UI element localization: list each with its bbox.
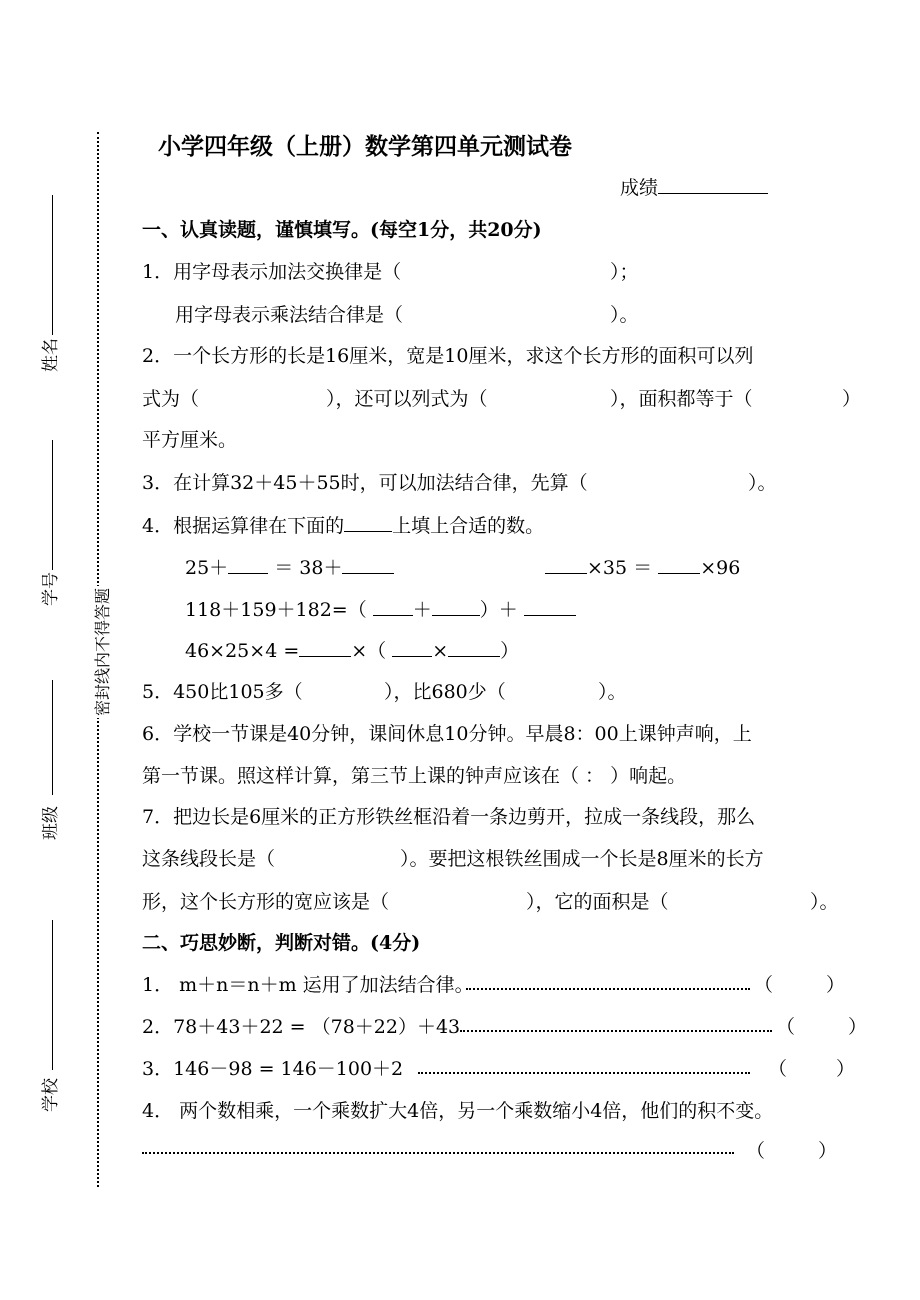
page-title: 小学四年级（上册）数学第四单元测试卷	[158, 133, 572, 160]
name-label: 姓名	[41, 338, 61, 372]
q7-l2a: 这条线段长是（	[142, 848, 276, 870]
q5c: ）。	[598, 681, 627, 703]
q7-line1: 7．把边长是6厘米的正方形铁丝框沿着一条边剪开，拉成一条线段，那么	[142, 806, 756, 828]
judge-2-paren-open: （	[776, 1016, 796, 1038]
fill-blank[interactable]	[658, 558, 700, 574]
class-label: 班级	[41, 806, 61, 840]
judge-1-paren-close: ）	[826, 974, 846, 996]
q4-r3c: ×	[432, 640, 449, 662]
judge-3-paren-open: （	[768, 1058, 788, 1080]
q3b: ）。	[748, 472, 777, 494]
fill-blank[interactable]	[299, 641, 351, 657]
q2-l2b: ），还可以列式为（	[326, 388, 488, 410]
section1-heading: 一、认真读题，谨慎填写。(每空1分，共20分)	[142, 219, 542, 241]
judge-1-text: 1． m＋n＝n＋m 运用了加法结合律。	[142, 974, 474, 996]
leader-dots	[418, 1072, 750, 1074]
class-underline	[52, 680, 53, 795]
q2-line1: 2．一个长方形的长是16厘米，宽是10厘米，求这个长方形的面积可以列	[142, 345, 754, 367]
fill-blank[interactable]	[545, 558, 587, 574]
q1a: 1．用字母表示加法交换律是（	[142, 261, 402, 283]
q4-r1a: 25＋	[185, 557, 229, 579]
q7-l3a: 形，这个长方形的宽应该是（	[142, 891, 390, 913]
q4-r2a: 118＋159＋182=（	[185, 599, 367, 621]
q4b: 上填上合适的数。	[392, 515, 545, 537]
q4-r1b: ＝ 38＋	[274, 557, 343, 579]
q2-l2d: ）	[842, 388, 862, 410]
q5b: ），比680少（	[384, 681, 506, 703]
score-blank	[658, 178, 768, 194]
school-label: 学校	[41, 1078, 61, 1112]
judge-3-text: 3．146－98 = 146－100＋2	[142, 1058, 404, 1080]
judge-4-paren-open: （	[746, 1140, 766, 1162]
q4-row1-left	[185, 558, 394, 578]
leader-dots	[142, 1152, 734, 1154]
number-underline	[52, 440, 53, 570]
judge-2-text: 2．78＋43＋22 = （78＋22）＋43	[142, 1016, 461, 1038]
q7-l3b: ），它的面积是（	[526, 891, 669, 913]
name-underline	[52, 195, 53, 335]
q7-l2b: ）。要把这根铁丝围成一个长是8厘米的长方	[400, 848, 764, 870]
q4-r2b: ＋	[412, 599, 432, 621]
judge-2-paren-close: ）	[848, 1016, 868, 1038]
q4-r2c: ）＋	[479, 599, 518, 621]
school-underline	[52, 920, 53, 1070]
q4-r1c: ×35 ＝	[587, 557, 653, 579]
q7-l3c: ）。	[810, 891, 839, 913]
judge-1-paren-open: （	[754, 974, 774, 996]
score-label: 成绩	[620, 177, 659, 199]
fill-blank[interactable]	[448, 641, 500, 657]
q6-line1: 6．学校一节课是40分钟，课间休息10分钟。早晨8：00上课钟声响，上	[142, 723, 752, 745]
score-field	[620, 178, 768, 198]
q4-r3d: ）	[500, 640, 520, 662]
q5a: 5．450比105多（	[142, 681, 303, 703]
q1b-end: ）。	[610, 304, 639, 326]
q4-row1-right	[545, 558, 740, 578]
q2-line3: 平方厘米。	[142, 429, 238, 451]
q4-sample-blank	[344, 516, 392, 532]
q4-r3b: ×（	[351, 640, 387, 662]
q3a: 3．在计算32＋45＋55时，可以加法结合律，先算（	[142, 472, 588, 494]
q4-row2	[185, 600, 576, 620]
q2-l2c: ），面积都等于（	[610, 388, 753, 410]
seal-note: 密封线内不得答题	[90, 586, 113, 718]
fill-blank[interactable]	[432, 600, 480, 616]
fill-blank[interactable]	[342, 558, 394, 574]
judge-4-text: 4． 两个数相乘，一个乘数扩大4倍，另一个乘数缩小4倍，他们的积不变。	[142, 1100, 774, 1122]
fill-blank[interactable]	[392, 641, 432, 657]
fill-blank[interactable]	[228, 558, 268, 574]
q6-line2: 第一节课。照这样计算，第三节上课的钟声应该在（ ： ）响起。	[142, 765, 687, 787]
q1a-end: ）；	[610, 261, 639, 283]
section2-heading: 二、巧思妙断，判断对错。(4分)	[142, 932, 421, 954]
fill-blank[interactable]	[524, 600, 576, 616]
q2-l2a: 式为（	[142, 388, 200, 410]
q1b: 用字母表示乘法结合律是（	[175, 304, 404, 326]
q4-r1d: ×96	[700, 557, 741, 579]
q4a: 4．根据运算律在下面的	[142, 515, 345, 537]
judge-3-paren-close: ）	[836, 1058, 856, 1080]
leader-dots	[466, 988, 750, 990]
q4-intro	[142, 516, 544, 536]
number-label: 学号	[41, 572, 61, 606]
leader-dots	[460, 1030, 772, 1032]
fill-blank[interactable]	[373, 600, 413, 616]
q4-row3	[185, 641, 519, 661]
q4-r3a: 46×25×4 =	[185, 640, 300, 662]
judge-4-paren-close: ）	[818, 1140, 838, 1162]
